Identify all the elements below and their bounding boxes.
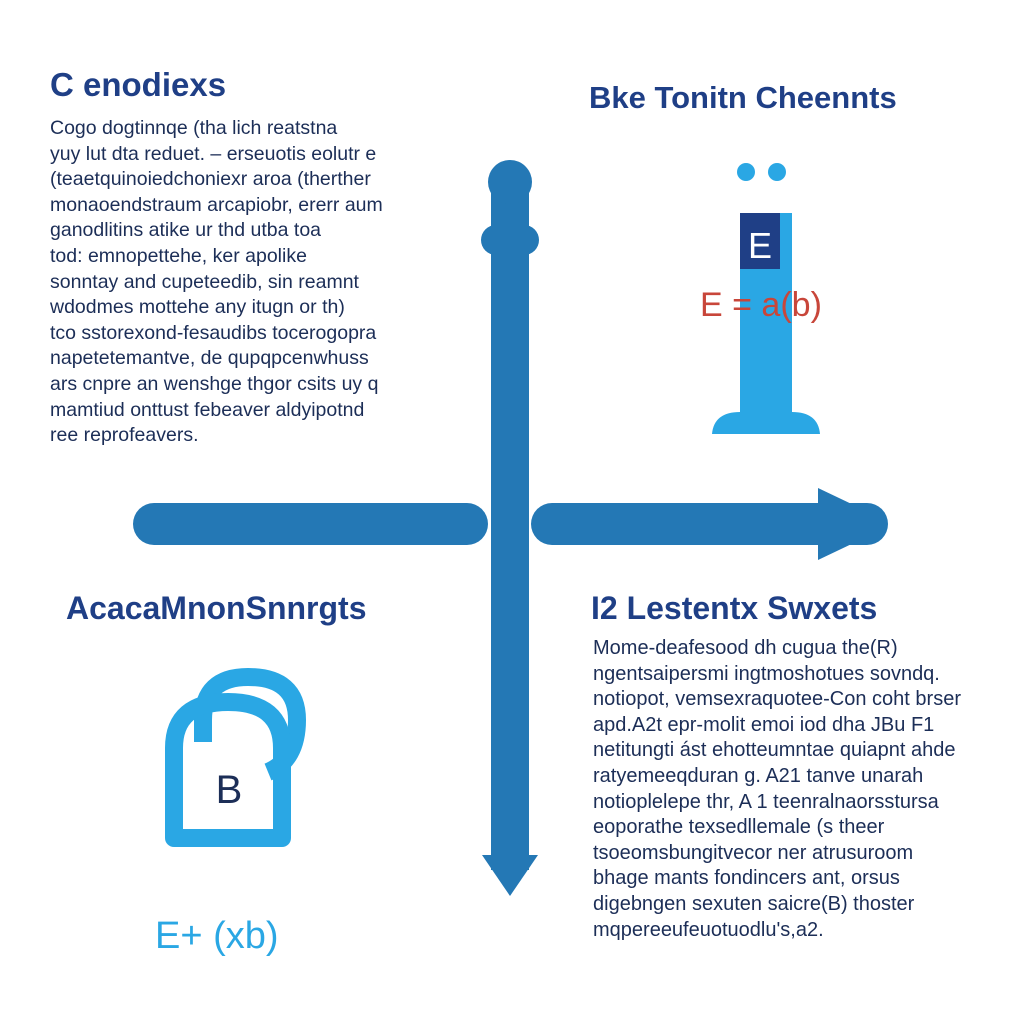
paragraph-line: Cogo dogtinnqe (tha lich reatstna [50,117,338,139]
paragraph-line: tsoeomsbungitvecor ner atrusuroom [593,841,914,864]
vertical-axis-lower-collar [481,225,539,255]
top-left-paragraph [50,116,426,449]
bottom-formula: E+ (xb) [155,915,279,957]
paragraph-line: yuy lut dta reduet. – erseuotis eolutr e [50,142,377,165]
paragraph-line: Mome-deafesood dh cugua the(R) [593,637,898,659]
paragraph-line: bhage mants fondincers ant, orsus [593,867,900,890]
pillar-dot-right [768,163,786,181]
paragraph-line: sonntay and cupeteedib, sin reamnt [50,270,359,293]
vertical-axis [481,160,539,896]
paragraph-line: tco sstorexond-fesaudibs tocerogopra [50,321,377,344]
paragraph-line: ngentsaipersmi ingtmoshotues sovndq. [593,662,940,685]
paragraph-line: ganodlitins atike ur thd utba toa [50,219,322,242]
paragraph-line: mqpereeufeuotuodlu's,a2. [593,918,824,941]
pillar-base [712,412,820,434]
paragraph-line: digebngen sexuten saicre(B) thoster [593,892,915,915]
paragraph-line: ratyemeeqduran g. A21 tanve unarah [593,764,924,787]
paragraph-line: mamtiud onttust febeaver aldyipotnd [50,398,365,421]
bottom-right-paragraph [593,636,983,943]
bottom-right-title: I2 Lestentx Swxets [591,590,878,626]
b-lock-icon [174,677,297,838]
vertical-axis-upper-collar [492,205,528,225]
top-left-title: C enodiexs [50,66,227,103]
paragraph-line: (teaetquinoiedchoniexr aroa (therther [50,168,371,191]
paragraph-line: eoporathe texsedllemale (s theer [593,816,885,839]
paragraph-line: notioplelepe thr, A 1 teenralnaorsstursa [593,790,939,813]
bottom-left-title: AcacaMnonSnnrgts [66,590,367,626]
vertical-axis-arrowhead [482,855,538,896]
lock-letter-b: B [215,768,243,812]
paragraph-line: napetetemantve, de qupqpcenwhuss [50,347,369,370]
paragraph-line: wdodmes mottehe any itugn or th) [50,296,345,319]
top-right-title: Bke Tonitn Cheennts [589,80,897,115]
paragraph-line: ars cnpre an wenshge thgor csits uy q [50,372,379,395]
pillar-letter-e: E [747,225,772,266]
paragraph-line: tod: emnopettehe, ker apolike [50,244,307,267]
vertical-axis-shaft [491,185,529,870]
paragraph-line: monaoendstraum arcapiobr, ererr aum [50,193,383,216]
paragraph-line: apd.A2t epr-molit emoi iod dha JBu F1 [593,713,935,736]
top-formula: E = a(b) [700,286,822,324]
paragraph-line: notiopot, vemsexraquotee-Con coht brser [593,688,961,711]
paragraph-line: netitungti ást ehotteumntae quiapnt ahde [593,739,956,762]
paragraph-line: ree reprofeavers. [50,424,199,447]
horizontal-axis-arrowhead [818,488,860,560]
vertical-axis-top-knob [488,160,532,204]
pillar-dot-left [737,163,755,181]
horizontal-axis-left-segment [133,503,488,545]
